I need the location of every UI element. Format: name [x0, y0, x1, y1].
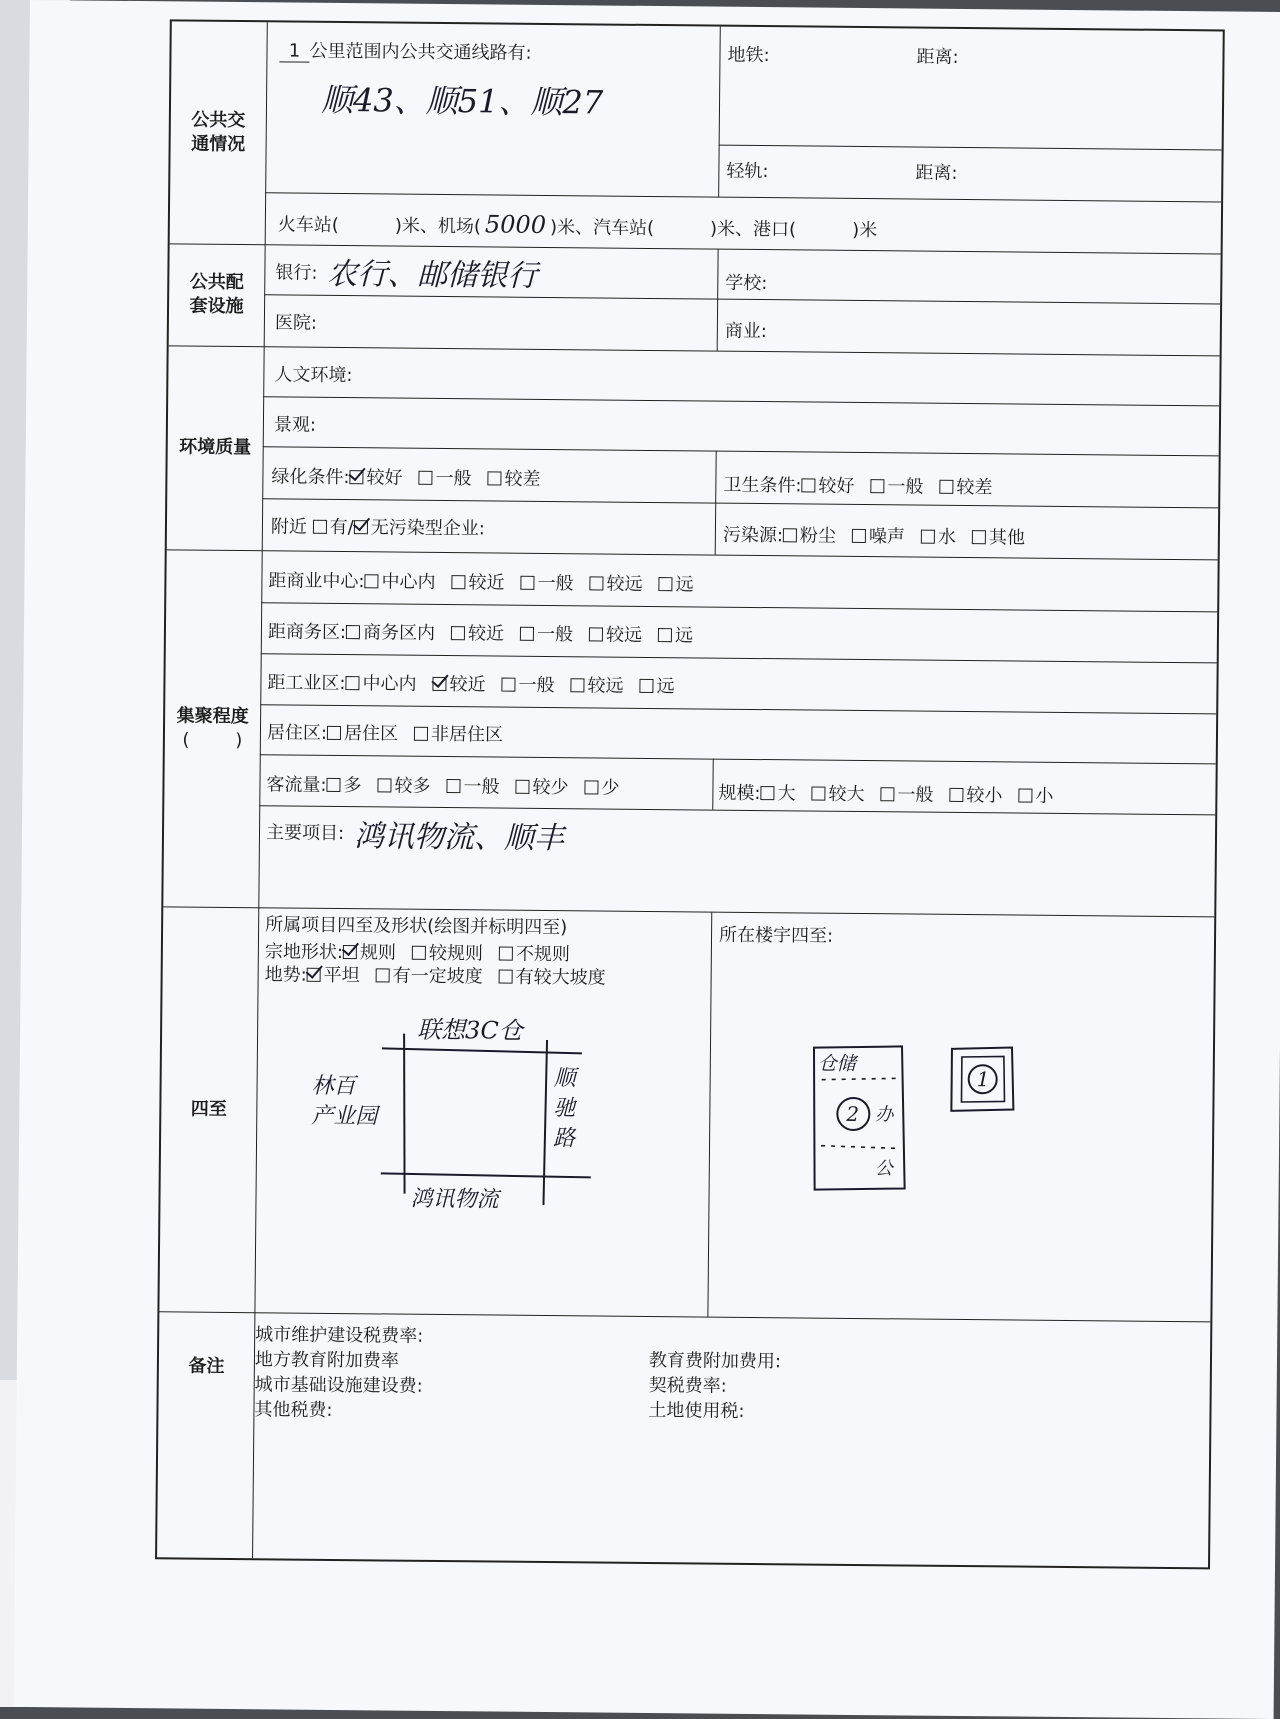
business-district-option[interactable] [589, 624, 642, 646]
paren: ( [473, 216, 482, 238]
pollution-label: 污染源: [722, 524, 784, 547]
traffic-checkbox[interactable] [446, 779, 460, 793]
commerce-label: 商业: [724, 320, 768, 343]
commercial-center-option-label: 远 [675, 574, 694, 596]
greening-checkbox[interactable] [418, 471, 432, 485]
industrial-option-label: 较近 [449, 674, 486, 696]
business-district-checkbox[interactable] [589, 627, 603, 641]
train-station-field[interactable] [339, 231, 395, 232]
terrain-option-label: 有一定坡度 [392, 965, 483, 988]
sketch-west-label-2: 产业园 [311, 1103, 378, 1130]
terrain-checkbox[interactable] [499, 970, 513, 984]
divider [263, 446, 1219, 456]
shape-checkbox[interactable] [343, 945, 357, 959]
sketch-east-label-2: 驰 [553, 1096, 576, 1122]
infrastructure-fee-label: 城市基础设施建设费: [254, 1374, 423, 1397]
greening-option-label: 较差 [504, 468, 541, 490]
residential-option-label: 居住区 [343, 723, 399, 745]
nearby-has-checkbox[interactable] [313, 520, 327, 534]
residential-checkbox[interactable] [327, 726, 341, 740]
residential-option[interactable] [414, 724, 503, 746]
pollution-option[interactable] [852, 526, 905, 548]
scale-option[interactable] [760, 783, 795, 804]
scale-option-label: 较小 [966, 785, 1003, 807]
business-district-option-label: 较近 [467, 623, 505, 645]
terrain-row [265, 960, 622, 989]
scale-label: 规模: [718, 782, 761, 805]
greening-options [349, 467, 556, 490]
sketch-line-east [543, 1040, 547, 1205]
commercial-center-option[interactable] [589, 573, 642, 595]
sketch-west-label-1: 林百 [311, 1073, 356, 1100]
scale-option[interactable] [949, 785, 1002, 807]
commercial-center-row [268, 566, 709, 596]
subway-distance-label: 距离: [916, 46, 959, 68]
industrial-option[interactable] [432, 674, 485, 696]
lightrail-distance-label: 距离: [915, 162, 958, 184]
business-district-option-label: 远 [674, 625, 694, 647]
business-district-label: 距商务区: [267, 621, 347, 644]
hygiene-checkbox[interactable] [939, 480, 953, 494]
nearby-has-label: 有/ [329, 516, 354, 539]
residential-row [267, 718, 519, 746]
bank-value-handwritten[interactable]: 农行、邮储银行 [327, 256, 538, 294]
traffic-label: 客流量: [266, 774, 327, 796]
land-parcel-sketch [310, 1013, 612, 1246]
meter-unit: )米 [852, 219, 878, 242]
divider [707, 912, 712, 1317]
greening-option[interactable] [418, 468, 471, 490]
traffic-option[interactable] [326, 775, 361, 796]
commercial-center-option-label: 较近 [468, 572, 505, 594]
section-transport [170, 21, 267, 244]
education-surcharge-label: 教育费附加费用: [648, 1350, 782, 1373]
nearby-none-checkbox[interactable] [354, 520, 368, 534]
sketch-east-label-3: 路 [552, 1126, 576, 1152]
dashed-line [821, 1146, 896, 1149]
traffic-option-label: 一般 [463, 776, 500, 798]
remarks-right-list [648, 1348, 781, 1424]
industrial-checkbox[interactable] [345, 676, 359, 690]
greening-option[interactable] [487, 468, 540, 490]
hygiene-option-label: 较好 [818, 475, 855, 497]
section-transport-label: 公共交通情况 [191, 109, 246, 156]
greening-option[interactable] [349, 467, 402, 489]
deed-tax-label: 契税费率: [648, 1375, 727, 1397]
business-district-option[interactable] [520, 624, 573, 646]
scale-option[interactable] [1018, 786, 1053, 807]
commercial-center-option[interactable] [658, 574, 693, 595]
industrial-option-label: 较远 [587, 675, 624, 697]
divider [260, 754, 1216, 764]
hygiene-options [801, 475, 1008, 498]
hygiene-checkbox[interactable] [870, 479, 884, 493]
survey-form-table [155, 19, 1225, 1569]
sketch-line-north [382, 1048, 582, 1053]
mark-1: 1 [976, 1067, 990, 1092]
section-agglomeration-label: 集聚程度 [176, 704, 249, 727]
commercial-center-option[interactable] [520, 573, 573, 595]
km-value[interactable]: 1 [279, 40, 309, 62]
landscape-label: 景观: [273, 414, 317, 436]
section-boundaries-label: 四至 [190, 1098, 227, 1120]
hygiene-option[interactable] [939, 477, 992, 499]
traffic-option[interactable] [446, 776, 499, 798]
terrain-option[interactable] [376, 965, 483, 987]
section-remarks-label: 备注 [188, 1355, 225, 1377]
business-district-option-label: 较远 [605, 624, 643, 646]
commercial-center-checkbox[interactable] [658, 577, 672, 591]
business-district-checkbox[interactable] [451, 626, 465, 640]
scale-option[interactable] [811, 784, 864, 806]
sketch-south-label: 鸿讯物流 [410, 1186, 499, 1213]
terrain-option[interactable] [499, 967, 606, 989]
traffic-checkbox[interactable] [377, 778, 391, 792]
pollution-option[interactable] [783, 525, 836, 547]
divider-environment [167, 549, 1218, 560]
hygiene-option[interactable] [801, 475, 854, 497]
sketch-north-label: 联想3C仓 [416, 1015, 523, 1045]
divider-facilities [169, 345, 1220, 356]
dashed-line [822, 1078, 897, 1081]
greening-row [271, 462, 556, 491]
port-label: )米、港口 [709, 218, 790, 241]
scale-checkbox[interactable] [1018, 789, 1032, 803]
industrial-option[interactable] [639, 676, 674, 697]
terrain-checkbox[interactable] [307, 968, 321, 982]
shape-checkbox[interactable] [412, 946, 426, 960]
industrial-label: 距工业区: [267, 672, 346, 695]
scale-options [760, 783, 1069, 807]
commercial-center-checkbox[interactable] [451, 575, 465, 589]
mark-2: 2 [846, 1101, 860, 1127]
hygiene-option[interactable] [870, 476, 923, 498]
hygiene-row [723, 471, 1008, 500]
hygiene-label: 卫生条件: [723, 474, 802, 497]
shape-option-label: 不规则 [515, 943, 571, 966]
nearby-none-label: 无污染型企业: [370, 517, 485, 540]
scale-option-label: 小 [1035, 785, 1054, 807]
section-facilities [169, 243, 265, 346]
commercial-center-checkbox[interactable] [589, 576, 603, 590]
bus-station-label: )米、汽车站 [549, 217, 648, 239]
company-label: 公 [874, 1158, 893, 1180]
scale-option-label: 大 [777, 783, 796, 805]
commercial-center-label: 距商业中心: [268, 570, 365, 593]
commercial-center-checkbox[interactable] [520, 576, 534, 590]
scale-option-label: 较大 [828, 783, 865, 806]
terrain-option-label: 平坦 [323, 964, 360, 987]
office-label: 办 [875, 1104, 894, 1126]
remarks-left-list [254, 1322, 423, 1424]
sketch-east-label-1: 顺 [553, 1066, 576, 1092]
pollution-checkbox[interactable] [852, 529, 866, 543]
terrain-options [307, 965, 622, 989]
traffic-row [266, 770, 635, 800]
residential-label: 居住区: [266, 722, 328, 744]
divider [719, 145, 1222, 151]
main-projects-handwritten[interactable]: 鸿讯物流、顺丰 [353, 819, 565, 857]
industrial-option[interactable] [345, 673, 416, 695]
pollution-row [723, 521, 1041, 550]
building-boundaries-label: 所在楼宇四至: [718, 924, 834, 947]
residential-option[interactable] [327, 723, 398, 745]
airport-distance-value[interactable]: 5000 [484, 210, 547, 239]
pollution-checkbox[interactable] [972, 530, 986, 544]
industrial-option[interactable] [501, 675, 554, 697]
industrial-option-label: 远 [656, 676, 675, 698]
divider [712, 759, 713, 810]
divider [264, 294, 1220, 304]
divider [263, 396, 1219, 406]
pollution-checkbox[interactable] [921, 530, 935, 544]
pollution-option[interactable] [921, 527, 956, 548]
pollution-option-label: 噪声 [868, 526, 906, 548]
hygiene-option-label: 一般 [887, 476, 924, 498]
traffic-option[interactable] [377, 775, 430, 797]
train-station-label: 火车站 [277, 214, 332, 236]
commercial-center-checkbox[interactable] [364, 574, 378, 588]
commercial-center-option-label: 中心内 [381, 571, 436, 593]
terrain-option[interactable] [307, 965, 360, 987]
agglomeration-blank[interactable]: ( ) [182, 728, 243, 751]
greening-option-label: 一般 [435, 467, 472, 490]
scale-option-label: 一般 [897, 784, 934, 806]
traffic-option-label: 较少 [532, 776, 569, 799]
airport-label: )米、机场 [394, 215, 475, 238]
traffic-options [326, 775, 635, 799]
residential-options [327, 723, 519, 746]
terrain-option-label: 有较大坡度 [515, 966, 606, 989]
culture-label: 人文环境: [274, 364, 353, 387]
subway-label: 地铁: [727, 44, 770, 67]
traffic-checkbox[interactable] [326, 778, 340, 792]
other-taxes-label: 其他税费: [254, 1399, 333, 1421]
hygiene-checkbox[interactable] [801, 478, 815, 492]
terrain-checkbox[interactable] [376, 968, 390, 982]
divider [718, 27, 721, 197]
pollution-checkbox[interactable] [783, 528, 797, 542]
business-district-option[interactable] [451, 623, 504, 645]
business-district-option-label: 商务区内 [362, 622, 436, 644]
bus-station-field[interactable] [654, 234, 710, 235]
industrial-row [267, 668, 690, 698]
business-district-row [268, 617, 709, 647]
greening-label: 绿化条件: [271, 466, 350, 489]
business-district-checkbox[interactable] [346, 625, 360, 639]
business-district-option[interactable] [658, 625, 693, 646]
residential-option-label: 非居住区 [430, 723, 504, 746]
business-district-options [346, 622, 709, 646]
business-district-option[interactable] [346, 622, 435, 644]
traffic-checkbox[interactable] [515, 780, 529, 794]
industrial-checkbox[interactable] [639, 679, 653, 693]
paren: ( [788, 219, 797, 241]
industrial-checkbox[interactable] [570, 678, 584, 692]
transit-lines-handwritten[interactable]: 顺43、顺51、顺27 [320, 80, 604, 122]
nearby-row [271, 512, 485, 540]
km-range-line [279, 36, 531, 64]
traffic-option[interactable] [515, 777, 568, 799]
section-remarks [158, 1311, 254, 1422]
pollution-option-label: 其他 [988, 527, 1026, 549]
traffic-checkbox[interactable] [584, 780, 598, 794]
commercial-center-options [364, 571, 709, 595]
paren: ( [646, 217, 655, 240]
divider [261, 653, 1217, 663]
land-use-tax-label: 土地使用税: [648, 1400, 745, 1422]
sketch-line-south [381, 1173, 591, 1177]
section-agglomeration [163, 549, 261, 907]
traffic-option-label: 少 [601, 777, 620, 799]
shape-option-label: 规则 [359, 942, 397, 964]
terrain-label: 地势: [264, 964, 307, 986]
commercial-center-option-label: 一般 [537, 572, 574, 595]
school-label: 学校: [725, 272, 768, 295]
industrial-option-label: 中心内 [362, 673, 417, 695]
stations-line [278, 208, 878, 242]
scale-row [718, 779, 1069, 808]
local-education-surcharge-label: 地方教育附加费率 [254, 1349, 400, 1372]
divider [260, 704, 1216, 714]
transit-lines-label: 公里范围内公共交通线路有: [309, 40, 532, 64]
industrial-option[interactable] [570, 675, 623, 697]
commercial-center-option[interactable] [364, 571, 435, 593]
sketch-line-west [403, 1034, 407, 1194]
commercial-center-option-label: 较远 [606, 573, 643, 595]
shape-label: 宗地形状: [264, 941, 344, 964]
scale-checkbox[interactable] [811, 787, 825, 801]
greening-option-label: 较好 [366, 467, 403, 489]
hygiene-option-label: 较差 [956, 476, 993, 499]
industrial-option-label: 一般 [518, 674, 555, 697]
pollution-options [783, 525, 1041, 548]
scale-option[interactable] [880, 784, 933, 806]
port-field[interactable] [796, 235, 852, 236]
business-district-checkbox[interactable] [520, 627, 534, 641]
greening-checkbox[interactable] [349, 470, 363, 484]
section-environment [167, 345, 264, 550]
divider [262, 498, 1218, 508]
hospital-label: 医院: [274, 312, 318, 334]
section-boundaries [159, 906, 258, 1312]
traffic-option-label: 多 [343, 775, 362, 797]
industrial-checkbox[interactable] [432, 677, 446, 691]
business-district-option-label: 一般 [536, 623, 574, 646]
form-paper [14, 0, 1280, 1719]
section-environment-label: 环境质量 [179, 436, 252, 459]
divider-boundaries [159, 1311, 1210, 1322]
pollution-option-label: 粉尘 [799, 525, 837, 547]
project-boundaries-label: 所属项目四至及形状(绘图并标明四至) [265, 914, 568, 939]
scale-checkbox[interactable] [949, 788, 963, 802]
warehouse-label: 仓储 [817, 1052, 856, 1075]
pollution-option-label: 水 [937, 526, 957, 548]
greening-checkbox[interactable] [487, 471, 501, 485]
nearby-label: 附近 [270, 516, 308, 538]
divider [265, 192, 1221, 202]
divider [261, 602, 1217, 612]
residential-checkbox[interactable] [414, 727, 428, 741]
traffic-option-label: 较多 [394, 775, 431, 797]
commercial-center-option[interactable] [451, 572, 504, 594]
scale-checkbox[interactable] [760, 786, 774, 800]
building-sketch [800, 1027, 1032, 1209]
paren: ( [331, 214, 339, 236]
industrial-checkbox[interactable] [501, 678, 515, 692]
business-district-checkbox[interactable] [658, 628, 672, 642]
section-facilities-label: 公共配套设施 [189, 271, 244, 318]
shape-option-label: 较规则 [428, 942, 484, 965]
lightrail-label: 轻轨: [726, 160, 769, 183]
scale-checkbox[interactable] [880, 787, 894, 801]
shape-checkbox[interactable] [499, 947, 513, 961]
city-maintenance-tax-label: 城市维护建设税费率: [255, 1324, 424, 1347]
main-projects-label: 主要项目: [265, 822, 345, 845]
bank-label: 银行: [275, 262, 318, 284]
traffic-option[interactable] [584, 777, 619, 798]
pollution-option[interactable] [972, 527, 1025, 549]
industrial-options [345, 673, 690, 697]
